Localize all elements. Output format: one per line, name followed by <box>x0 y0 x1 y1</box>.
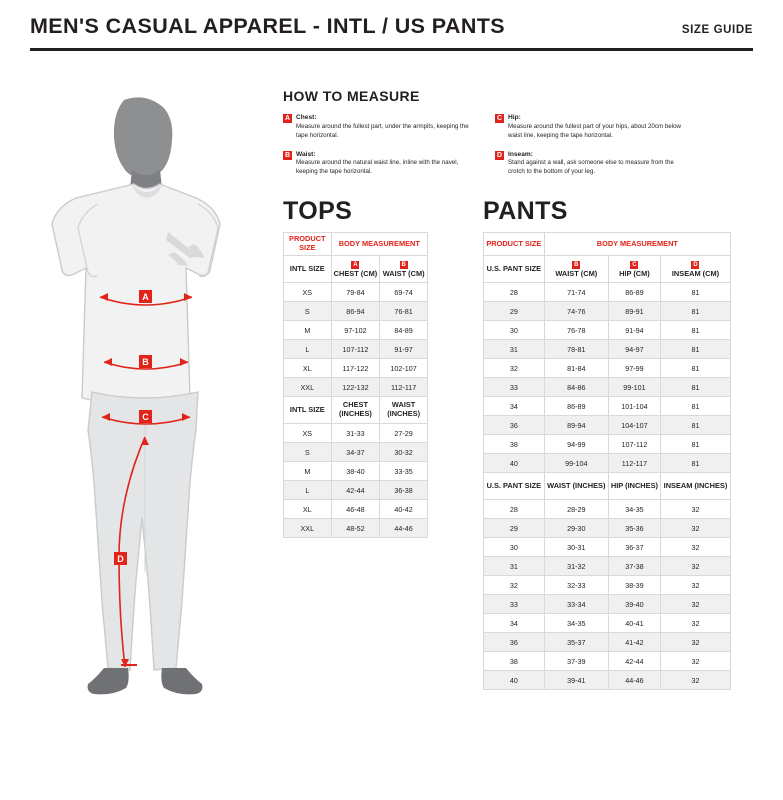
badge-c-icon: C <box>496 115 503 122</box>
svg-text:C: C <box>142 412 149 422</box>
how-to-measure-section <box>283 88 755 186</box>
pants-in-col-0: U.S. PANT SIZE <box>484 473 545 500</box>
table-row: L 42-44 36-38 <box>284 481 428 500</box>
table-row: 34 86-89 101-104 81 <box>484 397 731 416</box>
tops-body-measurement-header: BODY MEASUREMENT <box>331 233 427 256</box>
badge-d-icon: D <box>496 151 503 159</box>
tops-section <box>283 197 428 538</box>
table-row: 31 31-32 37-38 32 <box>484 557 731 576</box>
how-to-measure-label: Hip: <box>508 114 521 121</box>
tops-cm-col-1: A CHEST (CM) <box>331 256 380 283</box>
table-row: 28 71-74 86-89 81 <box>484 283 731 302</box>
table-row: 29 29-30 35-36 32 <box>484 519 731 538</box>
pants-in-col-3: INSEAM (INCHES) <box>660 473 730 500</box>
table-row: XXL 122-132 112-117 <box>284 378 428 397</box>
tops-table <box>283 232 428 538</box>
header-divider <box>30 48 753 51</box>
badge-b-icon: B <box>284 151 291 159</box>
size-guide-label: SIZE GUIDE <box>681 24 753 36</box>
tops-cm-col-2: B WAIST (CM) <box>380 256 428 283</box>
table-row: S 86-94 76-81 <box>284 302 428 321</box>
table-row: XL 117-122 102-107 <box>284 359 428 378</box>
table-row: XS 79-84 69-74 <box>284 283 428 302</box>
how-to-measure-item <box>283 150 473 178</box>
badge-b-icon: B <box>401 261 406 268</box>
how-to-measure-item <box>495 150 685 178</box>
pants-cm-col-1: B WAIST (CM) <box>544 256 608 283</box>
how-to-measure-item <box>495 113 685 141</box>
table-row: 36 35-37 41-42 32 <box>484 633 731 652</box>
how-to-measure-column-left <box>283 113 473 186</box>
table-row: 29 74-76 89-91 81 <box>484 302 731 321</box>
how-to-measure-label: Inseam: <box>508 150 533 158</box>
table-row: 31 78-81 94-97 81 <box>484 340 731 359</box>
table-row: 32 81-84 97-99 81 <box>484 359 731 378</box>
table-row: 38 37-39 42-44 32 <box>484 652 731 671</box>
table-row: XS 31-33 27-29 <box>284 424 428 443</box>
table-header-row <box>484 473 731 500</box>
table-row: M 38-40 33-35 <box>284 462 428 481</box>
table-row: 36 89-94 104-107 81 <box>484 416 731 435</box>
tops-in-col-0: INTL SIZE <box>284 397 332 424</box>
table-row: 30 30-31 36-37 32 <box>484 538 731 557</box>
how-to-measure-column-right <box>495 113 685 186</box>
pants-cm-col-2: C HIP (CM) <box>608 256 660 283</box>
table-row: 40 39-41 44-46 32 <box>484 671 731 690</box>
table-header-row <box>284 233 428 256</box>
how-to-measure-item <box>283 113 473 141</box>
pants-table <box>483 232 731 690</box>
svg-text:A: A <box>142 292 149 302</box>
how-to-measure-label: Waist: <box>296 150 316 158</box>
how-to-measure-title: HOW TO MEASURE <box>283 88 420 104</box>
tops-title: TOPS <box>283 197 353 225</box>
table-row: XL 46-48 40-42 <box>284 500 428 519</box>
pants-in-col-2: HIP (INCHES) <box>608 473 660 500</box>
table-row: 28 28-29 34-35 32 <box>484 500 731 519</box>
table-row: 38 94-99 107-112 81 <box>484 435 731 454</box>
page-header <box>0 0 783 56</box>
page-title: MEN'S CASUAL APPAREL - INTL / US PANTS <box>30 14 506 38</box>
pants-cm-col-0: U.S. PANT SIZE <box>484 256 545 283</box>
table-header-row <box>284 256 428 283</box>
table-row: L 107-112 91-97 <box>284 340 428 359</box>
tops-in-col-2: WAIST (INCHES) <box>380 397 428 424</box>
badge-c-icon: C <box>632 261 637 268</box>
pants-section <box>483 197 731 690</box>
table-row: 30 76-78 91-94 81 <box>484 321 731 340</box>
tops-cm-col-0: INTL SIZE <box>284 256 332 283</box>
tops-in-col-1: CHEST (INCHES) <box>331 397 380 424</box>
table-row: XXL 48-52 44-46 <box>284 519 428 538</box>
table-row: 32 32-33 38-39 32 <box>484 576 731 595</box>
how-to-measure-text: Measure around the fullest part, under the armpits, keeping the tape horizontal. <box>296 122 469 139</box>
how-to-measure-label: Chest: <box>296 114 317 121</box>
badge-a-icon: A <box>284 115 291 122</box>
pants-title: PANTS <box>483 197 568 225</box>
how-to-measure-text: Measure around the fullest part of your hips, about 20cm below waist line, keeping the tape horizontal. <box>508 122 682 139</box>
how-to-measure-text: Stand against a wall, ask someone else to measure from the crotch to the bottom of your leg. <box>508 159 674 176</box>
table-row: 40 99-104 112-117 81 <box>484 454 731 473</box>
pants-in-col-1: WAIST (INCHES) <box>544 473 608 500</box>
table-row: 33 84-86 99-101 81 <box>484 378 731 397</box>
tops-product-size-header: PRODUCT SIZE <box>284 233 332 256</box>
table-header-row <box>484 256 731 283</box>
svg-text:B: B <box>142 357 149 367</box>
how-to-measure-text: Measure around the natural waist line, inline with the navel, keeping the tape horizontal. <box>296 159 459 176</box>
table-row: S 34-37 30-32 <box>284 443 428 462</box>
badge-d-icon: D <box>693 261 698 268</box>
table-row: 33 33-34 39-40 32 <box>484 595 731 614</box>
table-header-row <box>284 397 428 424</box>
measurement-figure <box>28 92 263 712</box>
badge-b-icon: B <box>574 261 579 268</box>
table-row: M 97-102 84-89 <box>284 321 428 340</box>
pants-product-size-header: PRODUCT SIZE <box>484 233 545 256</box>
pants-cm-col-3: D INSEAM (CM) <box>660 256 730 283</box>
badge-a-icon: A <box>353 261 358 268</box>
table-header-row <box>484 233 731 256</box>
pants-body-measurement-header: BODY MEASUREMENT <box>544 233 730 256</box>
svg-text:D: D <box>117 554 124 564</box>
table-row: 34 34-35 40-41 32 <box>484 614 731 633</box>
